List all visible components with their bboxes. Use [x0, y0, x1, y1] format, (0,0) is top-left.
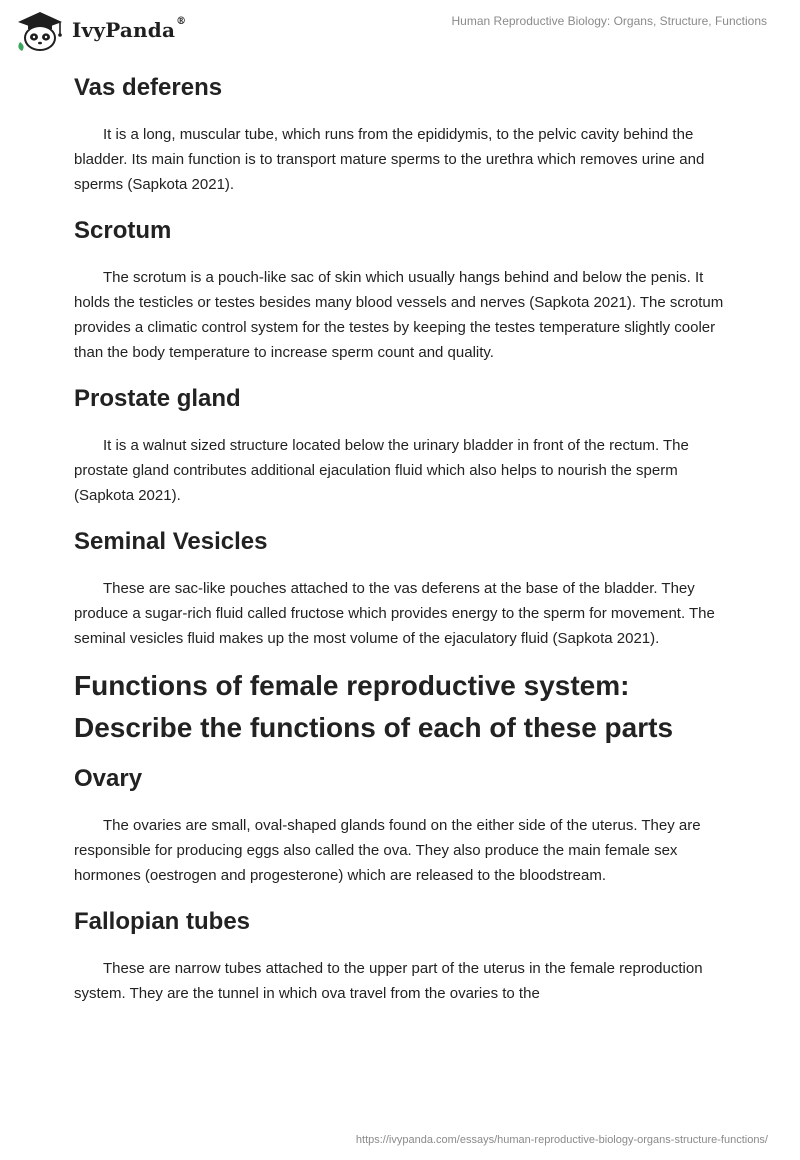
paragraph-vas-deferens: It is a long, muscular tube, which runs from the epididymis, to the pelvic cavity behind the bladder. Its main function is to transport mature sperms to the urethra which removes urine and sperms (Sapkota 2021).: [74, 126, 705, 193]
heading-vas-deferens: Vas deferens: [74, 74, 223, 101]
document-title: Human Reproductive Biology: Organs, Structure, Functions: [451, 14, 767, 28]
heading-ovary: Ovary: [74, 765, 143, 792]
paragraph-fallopian-tubes: These are narrow tubes attached to the upper part of the uterus in the female reproduction system. They are the tunnel in which ova travel from the ovaries to the: [74, 960, 703, 1002]
heading-scrotum: Scrotum: [74, 217, 172, 244]
heading-female-functions: Functions of female reproductive system: Describe the functions of each of these parts: [74, 670, 674, 743]
heading-seminal-vesicles: Seminal Vesicles: [74, 528, 268, 555]
paragraph-ovary: The ovaries are small, oval-shaped glands found on the either side of the uterus. They are responsible for producing eggs also called the ova. They also produce the main female sex hormones (oestrogen and progesterone) which are released to the bloodstream.: [74, 817, 701, 884]
paragraph-seminal-vesicles: These are sac-like pouches attached to the vas deferens at the base of the bladder. They produce a sugar-rich fluid called fructose which provides energy to the sperm for movement. The seminal vesicles fluid makes up the most volume of the ejaculatory fluid (Sapkota 2021).: [74, 580, 715, 647]
ivypanda-logo[interactable]: [14, 8, 186, 52]
page-header: [0, 0, 800, 60]
source-url[interactable]: https://ivypanda.com/essays/human-reproductive-biology-organs-structure-functions/: [355, 1134, 768, 1146]
panda-graduate-icon: [14, 8, 66, 52]
article-body: [74, 70, 734, 1006]
paragraph-prostate-gland: It is a walnut sized structure located below the urinary bladder in front of the rectum. The prostate gland contributes additional ejaculation fluid which also helps to nourish the sperm (Sapkota 2021).: [74, 437, 689, 504]
paragraph-scrotum: The scrotum is a pouch-like sac of skin which usually hangs behind and below the penis. It holds the testicles or testes besides many blood vessels and nerves (Sapkota 2021). The scrotum provides a climatic control system for the testes by keeping the testes temperature slightly cooler than the body temperature to increase sperm count and quality.: [74, 269, 724, 361]
heading-fallopian-tubes: Fallopian tubes: [74, 908, 251, 935]
heading-prostate-gland: Prostate gland: [74, 385, 241, 412]
logo-text: IvyPanda®: [72, 16, 187, 42]
